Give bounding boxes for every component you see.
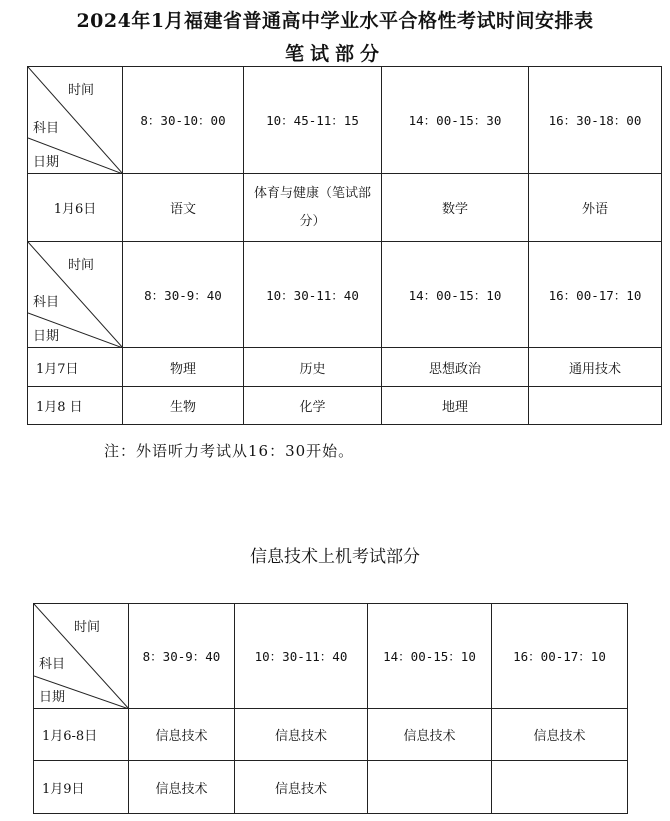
subject-cell: 通用技术 bbox=[529, 348, 662, 387]
subject-cell: 信息技术 bbox=[235, 709, 368, 761]
diagonal-header-cell bbox=[34, 604, 129, 709]
table-row bbox=[34, 761, 628, 814]
diagonal-header-cell bbox=[28, 67, 123, 174]
table-row bbox=[34, 709, 628, 761]
table-header-row bbox=[28, 242, 662, 348]
header-subject-label: 科目 bbox=[33, 121, 60, 136]
subject-cell: 体育与健康（笔试部分） bbox=[244, 174, 382, 242]
subject-cell: 信息技术 bbox=[368, 709, 492, 761]
header-time-label: 时间 bbox=[68, 258, 95, 273]
note-text: 注：外语听力考试从16：30开始。 bbox=[104, 442, 355, 460]
section-title-info-tech: 信息技术上机考试部分 bbox=[250, 547, 420, 567]
time-slot: 10：30-11：40 bbox=[235, 604, 368, 709]
subject-cell bbox=[529, 387, 662, 425]
table-header-row bbox=[34, 604, 628, 709]
info-tech-exam-table bbox=[33, 603, 628, 814]
time-slot: 16：00-17：10 bbox=[492, 604, 628, 709]
time-slot: 16：00-17：10 bbox=[529, 242, 662, 348]
table-row bbox=[28, 174, 662, 242]
table-header-row bbox=[28, 67, 662, 174]
subject-cell: 生物 bbox=[123, 387, 244, 425]
document-title: 2024年1月福建省普通高中学业水平合格性考试时间安排表 bbox=[76, 10, 594, 32]
subject-cell: 信息技术 bbox=[129, 761, 235, 814]
time-slot: 8：30-9：40 bbox=[123, 242, 244, 348]
subject-cell bbox=[492, 761, 628, 814]
time-slot: 8：30-10：00 bbox=[123, 67, 244, 174]
time-slot: 14：00-15：10 bbox=[382, 242, 529, 348]
time-slot: 14：00-15：10 bbox=[368, 604, 492, 709]
written-exam-table bbox=[27, 66, 662, 425]
header-date-label: 日期 bbox=[33, 329, 60, 344]
header-time-label: 时间 bbox=[74, 620, 101, 635]
header-date-label: 日期 bbox=[39, 690, 66, 705]
subject-cell: 历史 bbox=[244, 348, 382, 387]
subject-cell: 物理 bbox=[123, 348, 244, 387]
subject-cell: 信息技术 bbox=[235, 761, 368, 814]
subject-cell: 数学 bbox=[382, 174, 529, 242]
date-cell: 1月9日 bbox=[34, 761, 129, 814]
section-title-written: 笔试部分 bbox=[284, 43, 385, 65]
header-subject-label: 科目 bbox=[33, 295, 60, 310]
subject-cell: 思想政治 bbox=[382, 348, 529, 387]
time-slot: 16：30-18：00 bbox=[529, 67, 662, 174]
subject-cell: 外语 bbox=[529, 174, 662, 242]
table-row bbox=[28, 387, 662, 425]
table-row bbox=[28, 348, 662, 387]
header-date-label: 日期 bbox=[33, 155, 60, 170]
header-subject-label: 科目 bbox=[39, 657, 66, 672]
subject-cell bbox=[368, 761, 492, 814]
subject-cell: 化学 bbox=[244, 387, 382, 425]
subject-cell: 信息技术 bbox=[129, 709, 235, 761]
diagonal-header-cell bbox=[28, 242, 123, 348]
header-time-label: 时间 bbox=[68, 83, 95, 98]
time-slot: 10：30-11：40 bbox=[244, 242, 382, 348]
subject-cell: 信息技术 bbox=[492, 709, 628, 761]
time-slot: 14：00-15：30 bbox=[382, 67, 529, 174]
date-cell: 1月7日 bbox=[28, 348, 123, 387]
date-cell: 1月6日 bbox=[28, 174, 123, 242]
subject-cell: 语文 bbox=[123, 174, 244, 242]
time-slot: 10：45-11：15 bbox=[244, 67, 382, 174]
date-cell: 1月6-8日 bbox=[34, 709, 129, 761]
time-slot: 8：30-9：40 bbox=[129, 604, 235, 709]
subject-cell: 地理 bbox=[382, 387, 529, 425]
date-cell: 1月8 日 bbox=[28, 387, 123, 425]
